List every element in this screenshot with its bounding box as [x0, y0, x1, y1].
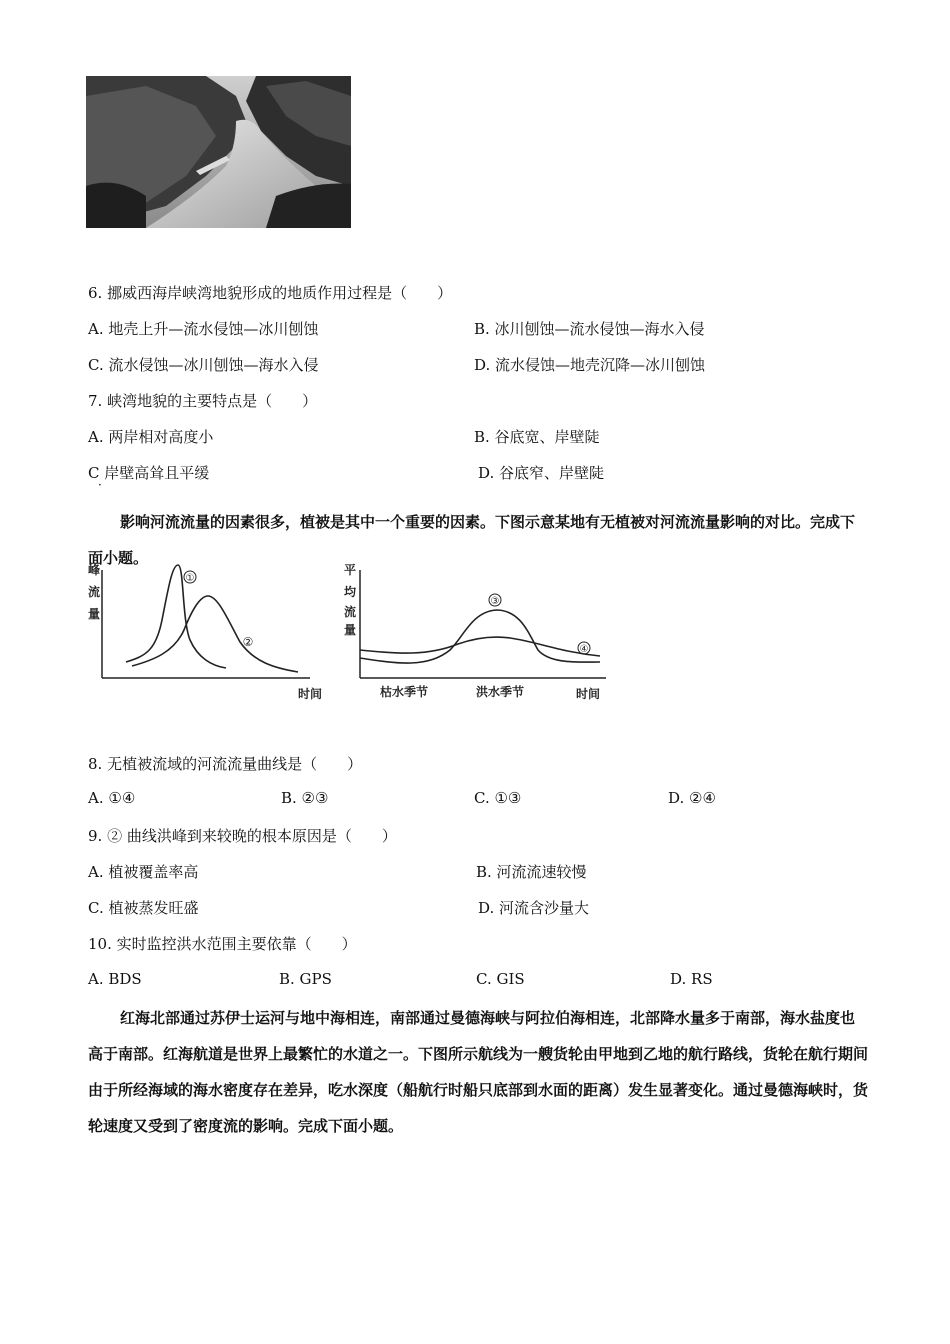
q10-option-c[interactable]: C. GIS — [476, 970, 525, 988]
q6-option-c[interactable]: C. 流水侵蚀—冰川刨蚀—海水入侵 — [88, 356, 319, 374]
q6-option-d[interactable]: D. 流水侵蚀—地壳沉降—冰川刨蚀 — [474, 356, 706, 374]
q9-stem: 9. ② 曲线洪峰到来较晚的根本原因是（ ） — [88, 827, 397, 845]
right-x-label-flood: 洪水季节 — [476, 685, 525, 699]
q8-option-d[interactable]: D. ②④ — [668, 789, 716, 807]
q10-option-b[interactable]: B. GPS — [279, 970, 332, 988]
q10-option-d[interactable]: D. RS — [670, 970, 713, 988]
svg-text:峰: 峰 — [88, 563, 101, 577]
left-x-label: 时间 — [298, 687, 323, 701]
curve-4 — [360, 637, 600, 656]
svg-text:流: 流 — [88, 585, 101, 599]
q6-option-a[interactable]: A. 地壳上升—流水侵蚀—冰川刨蚀 — [88, 320, 319, 338]
q7-stem: 7. 峡湾地貌的主要特点是（ ） — [88, 392, 318, 410]
passage-vegetation: 影响河流流量的因素很多，植被是其中一个重要的因素。下图示意某地有无植被对河流流量影响的对比。完成下面小题。 — [88, 513, 856, 567]
q7-option-d[interactable]: D. 谷底窄、岸壁陡 — [478, 464, 605, 482]
q9-option-d[interactable]: D. 河流含沙量大 — [478, 899, 590, 917]
passage-red-sea: 红海北部通过苏伊士运河与地中海相连，南部通过曼德海峡与阿拉伯海相连，北部降水量多于南部，海水盐度也高于南部。红海航道是世界上最繁忙的水道之一。下图所示航线为一艘货轮由甲地到乙地的航行路线，货轮在航行期间由于所经海域的海水密度存在差异，吃水深度（船航行时船只底部到水面的距离）发生显著变化。通过曼德海峡时，货轮速度又受到了密度流的影响。完成下面小题。 — [88, 1009, 869, 1135]
curve-3 — [360, 610, 600, 663]
right-x-label-time: 时间 — [576, 687, 601, 701]
q6-option-b[interactable]: B. 冰川刨蚀—流水侵蚀—海水入侵 — [474, 320, 705, 338]
svg-text:平: 平 — [344, 563, 357, 577]
curve-1-label-text: ① — [185, 573, 195, 584]
q8-option-c[interactable]: C. ①③ — [474, 789, 522, 807]
q9-option-a[interactable]: A. 植被覆盖率高 — [88, 863, 199, 881]
right-x-label-dry: 枯水季节 — [380, 685, 429, 699]
q8-stem: 8. 无植被流域的河流流量曲线是（ ） — [88, 755, 363, 773]
q10-stem: 10. 实时监控洪水范围主要依靠（ ） — [88, 935, 357, 953]
curve-2 — [132, 596, 298, 672]
fjord-photo — [86, 76, 351, 228]
figure-peak-flow — [84, 560, 334, 705]
q6-stem: 6. 挪威西海岸峡湾地貌形成的地质作用过程是（ ） — [88, 284, 453, 302]
curve-4-label-text: ④ — [579, 644, 589, 655]
right-y-label — [344, 562, 357, 637]
svg-text:量: 量 — [344, 623, 357, 637]
q10-option-a[interactable]: A. BDS — [88, 970, 142, 988]
q7-option-a[interactable]: A. 两岸相对高度小 — [88, 428, 214, 446]
stray-dot: · — [98, 478, 102, 492]
svg-text:量: 量 — [88, 607, 101, 621]
q9-option-c[interactable]: C. 植被蒸发旺盛 — [88, 899, 199, 917]
q7-option-b[interactable]: B. 谷底宽、岸壁陡 — [474, 428, 600, 446]
q8-option-a[interactable]: A. ①④ — [88, 789, 136, 807]
curve-2-label-text: ② — [242, 635, 254, 649]
q9-option-b[interactable]: B. 河流流速较慢 — [476, 863, 587, 881]
svg-text:均: 均 — [344, 585, 357, 599]
q7-option-c[interactable]: C 岸壁高耸且平缓 — [88, 464, 210, 482]
q8-option-b[interactable]: B. ②③ — [281, 789, 329, 807]
svg-text:流: 流 — [344, 605, 357, 619]
curve-3-label-text: ③ — [490, 596, 500, 607]
left-y-label — [88, 562, 100, 621]
curve-1 — [126, 565, 226, 668]
figure-average-flow — [338, 560, 618, 705]
